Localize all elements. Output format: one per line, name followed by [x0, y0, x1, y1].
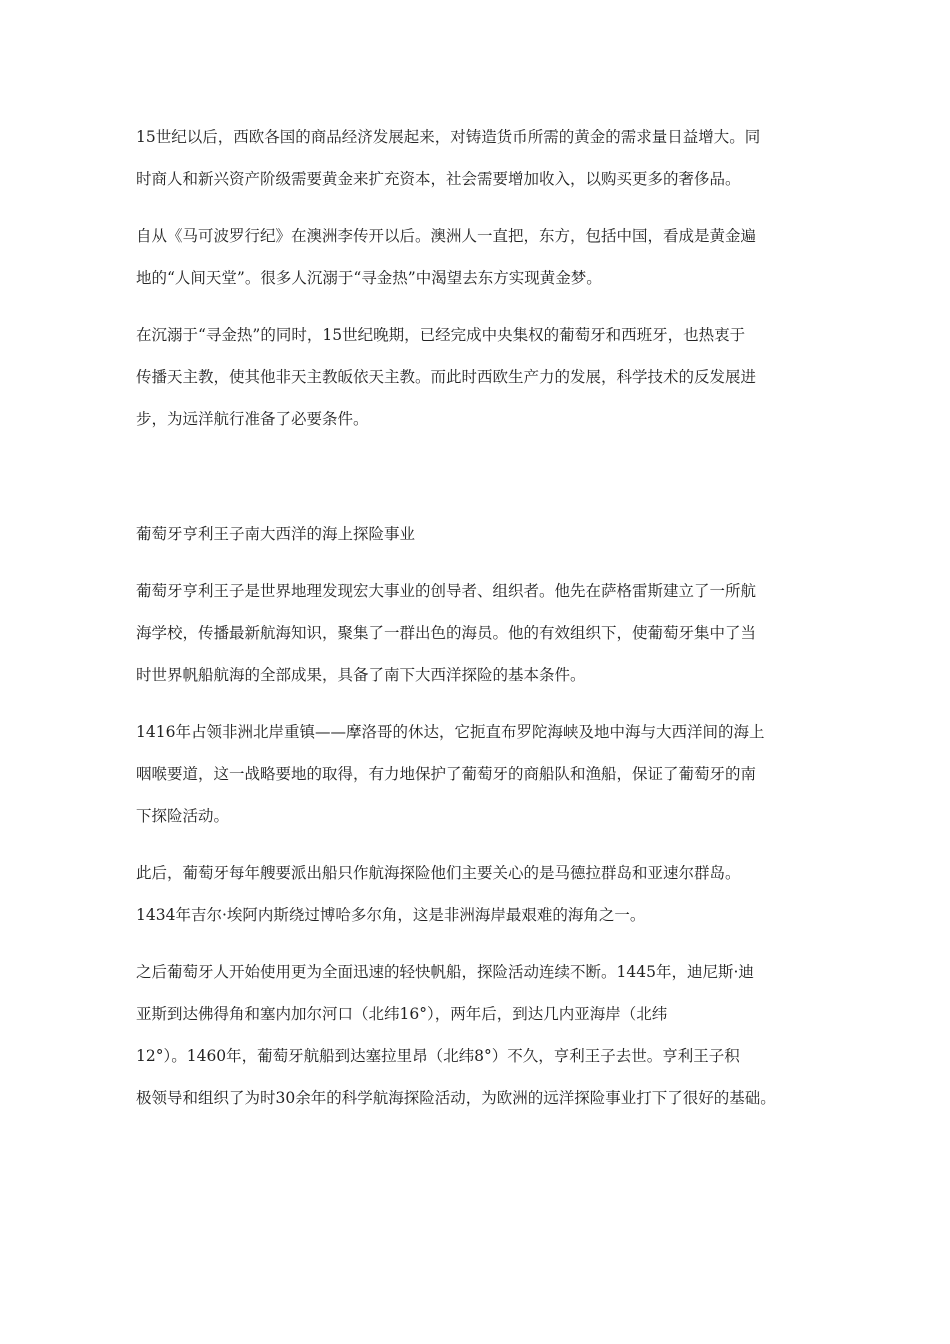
text-line: 此后，葡萄牙每年艘要派出船只作航海探险他们主要关心的是马德拉群岛和亚速尔群岛。	[136, 864, 741, 882]
text-line: 葡萄牙亨利王子是世界地理发现宏大事业的创导者、组织者。他先在萨格雷斯建立了一所航	[136, 582, 757, 600]
text-line: 之后葡萄牙人开始使用更为全面迅速的轻快帆船，探险活动连续不断。1445年，迪尼斯·迪	[136, 963, 754, 981]
section-heading: 葡萄牙亨利王子南大西洋的海上探险事业	[136, 525, 416, 543]
text-line: 极领导和组织了为时30余年的科学航海探险活动，为欧洲的远洋探险事业打下了很好的基础。	[136, 1089, 776, 1107]
text-line: 1434年吉尔·埃阿内斯绕过博哈多尔角，这是非洲海岸最艰难的海角之一。	[136, 906, 646, 924]
text-line: 传播天主教，使其他非天主教皈依天主教。而此时西欧生产力的发展，科学技术的反发展进	[136, 368, 757, 386]
text-line: 咽喉要道，这一战略要地的取得，有力地保护了葡萄牙的商船队和渔船，保证了葡萄牙的南	[136, 765, 757, 783]
text-line: 步，为远洋航行准备了必要条件。	[136, 410, 369, 428]
text-line: 时商人和新兴资产阶级需要黄金来扩充资本，社会需要增加收入，以购买更多的奢侈品。	[136, 170, 741, 188]
text-line: 海学校，传播最新航海知识，聚集了一群出色的海员。他的有效组织下，使葡萄牙集中了当	[136, 624, 757, 642]
text-line: 时世界帆船航海的全部成果，具备了南下大西洋探险的基本条件。	[136, 666, 586, 684]
text-line: 15世纪以后，西欧各国的商品经济发展起来，对铸造货币所需的黄金的需求量日益增大。同	[136, 128, 761, 146]
text-line: 在沉溺于“寻金热”的同时，15世纪晚期，已经完成中央集权的葡萄牙和西班牙，也热衷于	[136, 326, 746, 344]
text-line: 亚斯到达佛得角和塞内加尔河口（北纬16°），两年后，到达几内亚海岸（北纬	[136, 1005, 668, 1023]
text-line: 1416年占领非洲北岸重镇——摩洛哥的休达，它扼直布罗陀海峡及地中海与大西洋间的海上	[136, 723, 765, 741]
text-line: 12°）。1460年，葡萄牙航船到达塞拉里昂（北纬8°）不久，亨利王子去世。亨利王子积	[136, 1047, 740, 1065]
text-line: 自从《马可波罗行纪》在澳洲李传开以后。澳洲人一直把，东方，包括中国，看成是黄金遍	[136, 227, 757, 245]
text-line: 下探险活动。	[136, 807, 230, 825]
text-line: 地的“人间天堂”。很多人沉溺于“寻金热”中渴望去东方实现黄金梦。	[136, 269, 602, 287]
